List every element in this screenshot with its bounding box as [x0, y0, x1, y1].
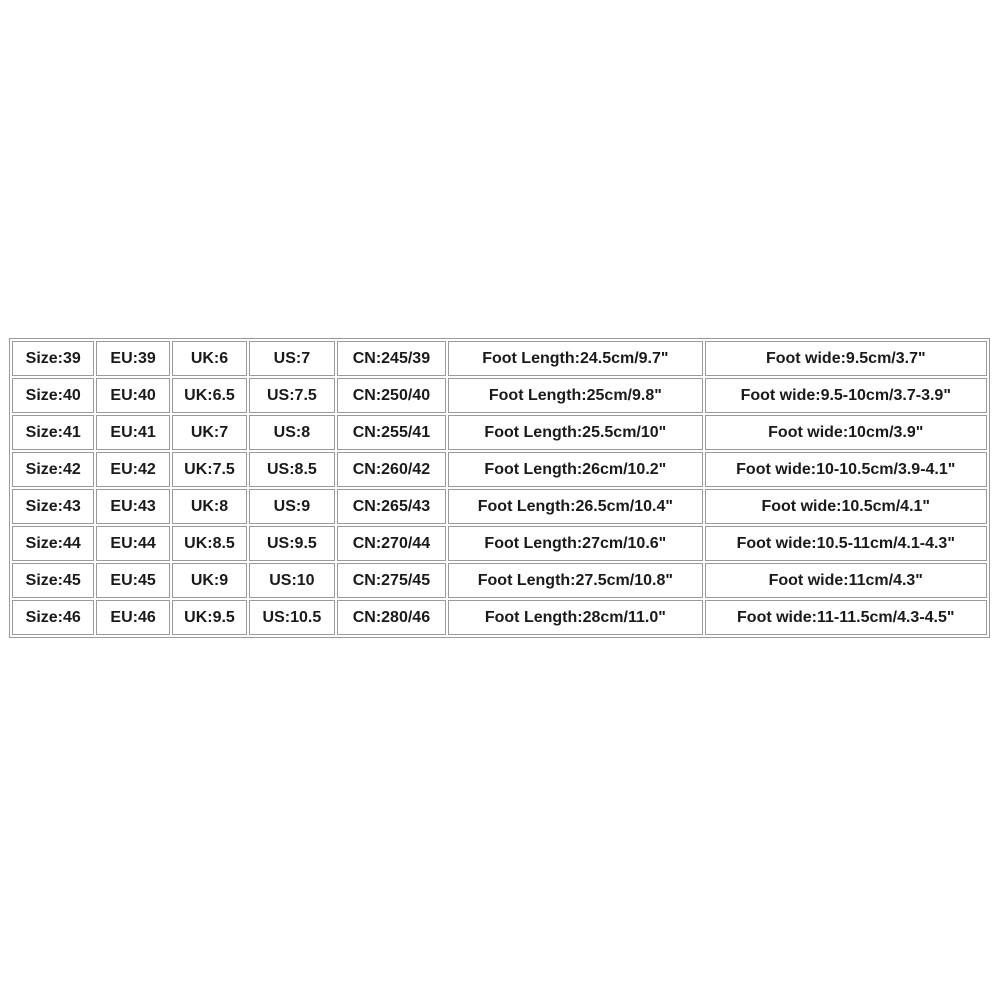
us-cell: US:8 [249, 415, 334, 450]
cn-cell: CN:280/46 [337, 600, 447, 635]
size-cell: Size:39 [12, 341, 94, 376]
size-cell: Size:42 [12, 452, 94, 487]
foot-wide-cell: Foot wide:10-10.5cm/3.9-4.1" [705, 452, 988, 487]
eu-cell: EU:41 [96, 415, 169, 450]
us-cell: US:7.5 [249, 378, 334, 413]
uk-cell: UK:9 [172, 563, 247, 598]
table-row [12, 378, 987, 413]
uk-cell: UK:6 [172, 341, 247, 376]
eu-cell: EU:45 [96, 563, 169, 598]
foot-wide-cell: Foot wide:10.5cm/4.1" [705, 489, 988, 524]
foot-wide-cell: Foot wide:9.5-10cm/3.7-3.9" [705, 378, 988, 413]
size-cell: Size:40 [12, 378, 94, 413]
eu-cell: EU:43 [96, 489, 169, 524]
foot-wide-cell: Foot wide:11-11.5cm/4.3-4.5" [705, 600, 988, 635]
us-cell: US:9.5 [249, 526, 334, 561]
uk-cell: UK:9.5 [172, 600, 247, 635]
table-row [12, 526, 987, 561]
eu-cell: EU:39 [96, 341, 169, 376]
size-cell: Size:44 [12, 526, 94, 561]
cn-cell: CN:265/43 [337, 489, 447, 524]
cn-cell: CN:275/45 [337, 563, 447, 598]
table-row [12, 415, 987, 450]
uk-cell: UK:6.5 [172, 378, 247, 413]
cn-cell: CN:260/42 [337, 452, 447, 487]
foot-wide-cell: Foot wide:10cm/3.9" [705, 415, 988, 450]
foot-length-cell: Foot Length:28cm/11.0" [448, 600, 702, 635]
foot-length-cell: Foot Length:27cm/10.6" [448, 526, 702, 561]
eu-cell: EU:44 [96, 526, 169, 561]
cn-cell: CN:255/41 [337, 415, 447, 450]
uk-cell: UK:7.5 [172, 452, 247, 487]
foot-length-cell: Foot Length:24.5cm/9.7" [448, 341, 702, 376]
foot-length-cell: Foot Length:25cm/9.8" [448, 378, 702, 413]
cn-cell: CN:270/44 [337, 526, 447, 561]
eu-cell: EU:40 [96, 378, 169, 413]
foot-wide-cell: Foot wide:9.5cm/3.7" [705, 341, 988, 376]
cn-cell: CN:250/40 [337, 378, 447, 413]
us-cell: US:8.5 [249, 452, 334, 487]
us-cell: US:10 [249, 563, 334, 598]
foot-wide-cell: Foot wide:11cm/4.3" [705, 563, 988, 598]
uk-cell: UK:8.5 [172, 526, 247, 561]
table-row [12, 452, 987, 487]
foot-length-cell: Foot Length:26.5cm/10.4" [448, 489, 702, 524]
size-cell: Size:45 [12, 563, 94, 598]
table-row [12, 600, 987, 635]
foot-length-cell: Foot Length:25.5cm/10" [448, 415, 702, 450]
table-row [12, 563, 987, 598]
size-chart-table [9, 338, 990, 638]
us-cell: US:9 [249, 489, 334, 524]
foot-wide-cell: Foot wide:10.5-11cm/4.1-4.3" [705, 526, 988, 561]
uk-cell: UK:8 [172, 489, 247, 524]
cn-cell: CN:245/39 [337, 341, 447, 376]
foot-length-cell: Foot Length:27.5cm/10.8" [448, 563, 702, 598]
eu-cell: EU:42 [96, 452, 169, 487]
us-cell: US:10.5 [249, 600, 334, 635]
size-cell: Size:41 [12, 415, 94, 450]
foot-length-cell: Foot Length:26cm/10.2" [448, 452, 702, 487]
uk-cell: UK:7 [172, 415, 247, 450]
us-cell: US:7 [249, 341, 334, 376]
size-cell: Size:43 [12, 489, 94, 524]
size-cell: Size:46 [12, 600, 94, 635]
table-row [12, 341, 987, 376]
table-row [12, 489, 987, 524]
eu-cell: EU:46 [96, 600, 169, 635]
